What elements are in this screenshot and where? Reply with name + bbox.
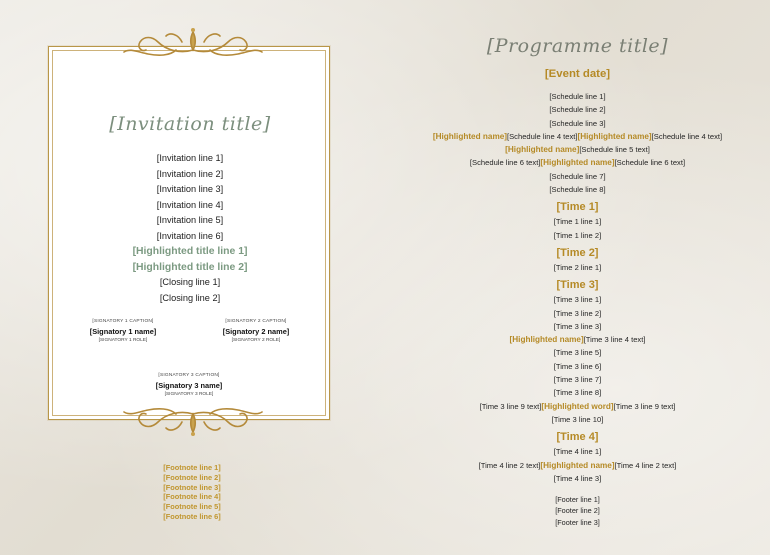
schedule-line bbox=[393, 293, 762, 306]
schedule-text: [Time 3 line 4 text] bbox=[583, 335, 646, 345]
schedule-text: [Time 3 line 1] bbox=[553, 295, 602, 305]
schedule-text: [Time 3 line 6] bbox=[553, 361, 602, 371]
schedule-line bbox=[393, 90, 762, 103]
schedule-text: [Time 3 line 7] bbox=[553, 375, 602, 385]
schedule-text: [Schedule line 3] bbox=[549, 118, 606, 128]
signature-block bbox=[128, 373, 250, 397]
schedule-text: [Time 1 line 2] bbox=[553, 230, 602, 240]
program-date: [Event date] bbox=[544, 68, 611, 80]
invitation-line: [Invitation line 2] bbox=[156, 168, 224, 179]
schedule-block bbox=[393, 199, 762, 242]
schedule-text: [Schedule line 7] bbox=[549, 171, 606, 181]
footer-line: [Footer line 1] bbox=[555, 495, 600, 504]
schedule-line bbox=[393, 472, 762, 485]
program-title: [Programme title] bbox=[486, 35, 669, 57]
schedule-line bbox=[393, 117, 762, 130]
schedule-line bbox=[393, 320, 762, 333]
schedule-line bbox=[393, 261, 762, 274]
schedule-text: [Time 2 line 1] bbox=[553, 262, 602, 272]
schedule-text: [Time 3 line 3] bbox=[553, 321, 602, 331]
signature-caption: [SIGNATORY 1 CAPTION] bbox=[92, 319, 154, 324]
schedule-line bbox=[393, 103, 762, 116]
schedule-text: [Time 3 line 9 text] bbox=[613, 401, 676, 411]
schedule-text: [Time 3 line 2] bbox=[553, 308, 602, 318]
signature-block bbox=[204, 319, 308, 343]
footnote-line: [Footnote line 6] bbox=[163, 511, 221, 521]
schedule-time: [Time 1] bbox=[556, 201, 599, 214]
footer-line: [Footer line 3] bbox=[555, 517, 600, 527]
invitation-line: [Closing line 2] bbox=[159, 292, 221, 303]
schedule-text: [Time 4 line 2 text] bbox=[478, 460, 541, 470]
schedule-highlight: [Highlighted name] bbox=[540, 158, 615, 168]
schedule-highlight: [Highlighted name] bbox=[505, 145, 580, 155]
schedule-line bbox=[393, 143, 762, 156]
schedule-time: [Time 3] bbox=[556, 279, 599, 292]
invitation-line: [Invitation line 3] bbox=[156, 184, 224, 194]
schedule-text: [Time 4 line 1] bbox=[553, 447, 602, 457]
schedule-text: [Time 3 line 8] bbox=[553, 388, 602, 398]
schedule-text: [Schedule line 4 text] bbox=[507, 131, 578, 141]
invitation-body bbox=[59, 151, 321, 306]
schedule-line bbox=[393, 156, 762, 169]
program-schedule bbox=[393, 90, 762, 485]
schedule-time: [Time 2] bbox=[556, 246, 599, 259]
event-title-line: [Highlighted title line 1] bbox=[132, 246, 248, 257]
footnote-line: [Footnote line 3] bbox=[163, 482, 221, 492]
schedule-line bbox=[393, 183, 762, 196]
signature-block bbox=[62, 319, 184, 343]
schedule-line bbox=[393, 413, 762, 426]
schedule-line bbox=[393, 229, 762, 242]
ornament-top-icon bbox=[118, 26, 268, 60]
schedule-line bbox=[393, 130, 762, 143]
ornament-bottom-icon bbox=[118, 404, 268, 438]
signature-caption: [SIGNATORY 2 CAPTION] bbox=[225, 319, 287, 324]
schedule-line bbox=[393, 333, 762, 346]
schedule-text: [Schedule line 5 text] bbox=[579, 145, 650, 155]
footer-line: [Footer line 2] bbox=[555, 506, 600, 516]
schedule-block bbox=[393, 277, 762, 426]
schedule-line bbox=[393, 346, 762, 359]
schedule-line bbox=[393, 215, 762, 228]
footnote-line: [Footnote line 1] bbox=[163, 463, 221, 472]
schedule-text: [Schedule line 1] bbox=[549, 92, 606, 101]
signature-name: [Signatory 1 name] bbox=[89, 327, 157, 336]
schedule-block bbox=[393, 245, 762, 274]
right-panel bbox=[385, 0, 770, 555]
signature-caption: [SIGNATORY 3 CAPTION] bbox=[158, 373, 220, 378]
schedule-text: [Schedule line 2] bbox=[549, 105, 606, 115]
invitation-line: [Closing line 1] bbox=[159, 277, 221, 287]
schedule-text: [Time 4 line 3] bbox=[553, 473, 602, 483]
schedule-text: [Time 3 line 5] bbox=[553, 348, 602, 358]
schedule-text: [Schedule line 6 text] bbox=[469, 158, 541, 168]
schedule-text: [Schedule line 8] bbox=[549, 185, 606, 195]
schedule-line bbox=[393, 459, 762, 472]
invitation-line: [Invitation line 5] bbox=[156, 215, 224, 225]
signature-role: [SIGNATORY 2 ROLE] bbox=[231, 338, 281, 343]
invitation-title: [Invitation title] bbox=[109, 113, 271, 135]
invitation-line: [Invitation line 1] bbox=[156, 153, 224, 163]
schedule-block bbox=[393, 90, 762, 196]
footnote bbox=[14, 463, 370, 522]
schedule-text: [Schedule line 4 text] bbox=[651, 131, 723, 141]
schedule-line bbox=[393, 307, 762, 320]
invitation-line: [Invitation line 4] bbox=[156, 199, 224, 210]
signature-name: [Signatory 3 name] bbox=[155, 381, 223, 390]
schedule-time: [Time 4] bbox=[556, 431, 599, 444]
schedule-text: [Time 1 line 1] bbox=[553, 217, 602, 227]
schedule-highlight: [Highlighted name] bbox=[432, 131, 507, 141]
invitation-card bbox=[48, 46, 330, 420]
schedule-line bbox=[393, 170, 762, 183]
signature-name: [Signatory 2 name] bbox=[222, 327, 290, 336]
program-footer bbox=[385, 494, 770, 528]
signature-role: [SIGNATORY 3 ROLE] bbox=[164, 392, 214, 397]
signature-role: [SIGNATORY 1 ROLE] bbox=[98, 338, 148, 343]
schedule-text: [Time 3 line 10] bbox=[551, 414, 604, 424]
schedule-line bbox=[393, 400, 762, 413]
schedule-text: [Schedule line 6 text] bbox=[614, 158, 686, 168]
schedule-highlight: [Highlighted name] bbox=[577, 131, 652, 141]
schedule-highlight: [Highlighted name] bbox=[509, 335, 584, 345]
schedule-text: [Time 3 line 9 text] bbox=[479, 401, 542, 411]
invitation-line: [Invitation line 6] bbox=[156, 230, 224, 241]
schedule-highlight: [Highlighted name] bbox=[540, 460, 615, 470]
schedule-text: [Time 4 line 2 text] bbox=[614, 460, 677, 470]
footnote-line: [Footnote line 2] bbox=[163, 472, 221, 482]
schedule-line bbox=[393, 386, 762, 399]
schedule-line bbox=[393, 445, 762, 458]
schedule-highlight: [Highlighted word] bbox=[541, 401, 614, 411]
schedule-block bbox=[393, 429, 762, 485]
footnote-line: [Footnote line 4] bbox=[163, 492, 221, 502]
footnote-line: [Footnote line 5] bbox=[163, 502, 221, 512]
schedule-line bbox=[393, 373, 762, 386]
event-title-line: [Highlighted title line 2] bbox=[132, 261, 248, 273]
schedule-line bbox=[393, 360, 762, 373]
